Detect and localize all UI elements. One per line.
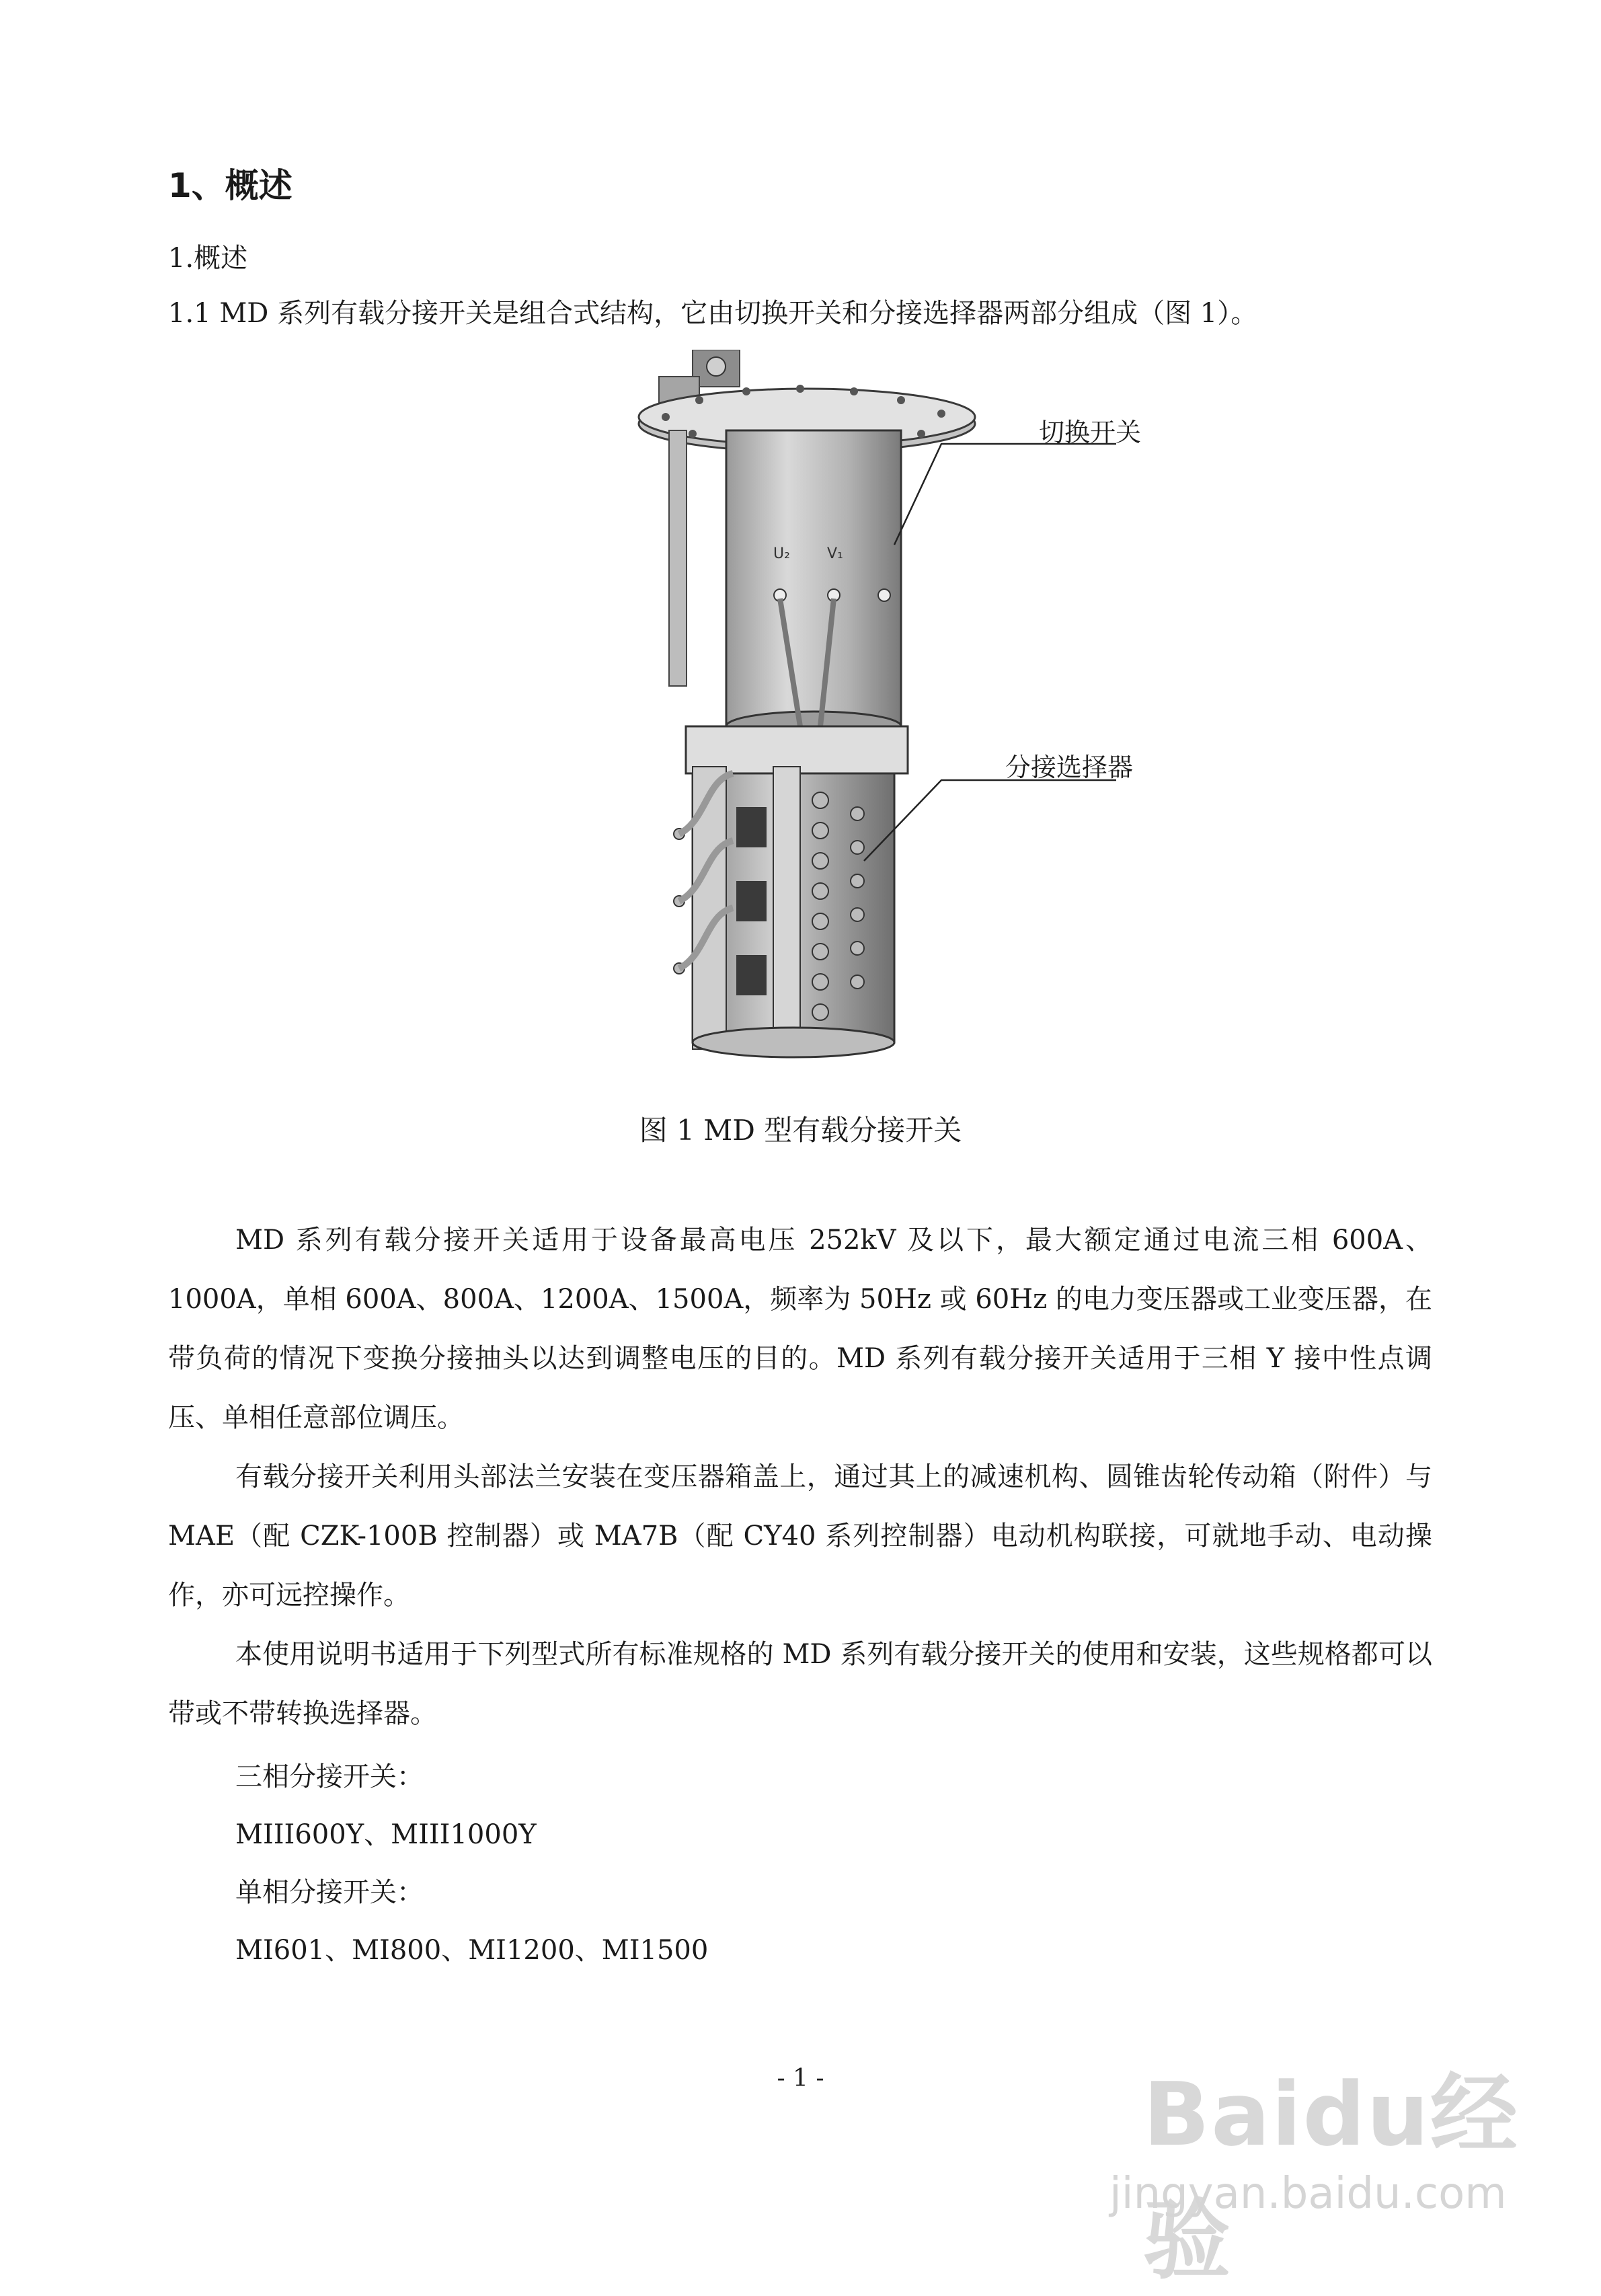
paragraph-1: MD 系列有载分接开关适用于设备最高电压 252kV 及以下，最大额定通过电流三相 600A、1000A，单相 600A、800A、1200A、1500A，频率为 50Hz 或 60Hz 的电力变压器或工业变压器，在带负荷的情况下变换分接抽头以达到调整电压的目的。MD 系列有载分接开关适用于三相 Y 接中性点调压、单相任意部位调压。 — [168, 1225, 1432, 1433]
paragraph-2: 有载分接开关利用头部法兰安装在变压器箱盖上，通过其上的减速机构、圆锥齿轮传动箱（附件）与 MAE（配 CZK-100B 控制器）或 MA7B（配 CY40 系列控制器）电动机构联接，可就地手动、电动操作，亦可远控操作。 — [168, 1461, 1432, 1611]
callout-tap-selector: 分接选择器 — [1005, 753, 1134, 782]
watermark-url: jingyan.baidu.com — [1109, 2169, 1507, 2219]
svg-text:V₁: V₁ — [827, 545, 843, 562]
svg-text:U₂: U₂ — [773, 545, 790, 562]
three-phase-label: 三相分接开关： — [235, 1761, 424, 1792]
single-phase-label: 单相分接开关： — [235, 1877, 424, 1908]
diverter-switch-cylinder — [726, 430, 901, 741]
three-phase-models: MIII600Y、MIII1000Y — [235, 1819, 537, 1850]
single-phase-models: MI601、MI800、MI1200、MI1500 — [235, 1935, 709, 1966]
tap-selector-cage — [674, 726, 908, 1057]
callout-diverter-switch: 切换开关 — [1039, 418, 1142, 447]
tap-changer-figure — [605, 350, 1210, 1076]
drive-shaft — [669, 430, 687, 686]
section-heading: 1、概述 — [168, 166, 292, 205]
paragraph-3: 本使用说明书适用于下列型式所有标准规格的 MD 系列有载分接开关的使用和安装，这些规格都可以带或不带转换选择器。 — [168, 1639, 1432, 1729]
intro-line: 1.1 MD 系列有载分接开关是组合式结构，它由切换开关和分接选择器两部分组成（图 1）。 — [168, 298, 1258, 329]
watermark-logo: Baidu经验 — [1143, 2063, 1519, 2291]
figure-caption: 图 1 MD 型有载分接开关 — [639, 1114, 962, 1147]
page-number: - 1 - — [777, 2065, 824, 2092]
subheading: 1.概述 — [168, 243, 248, 274]
leader-line-selector — [864, 780, 1116, 861]
leader-line-diverter — [894, 444, 1116, 545]
